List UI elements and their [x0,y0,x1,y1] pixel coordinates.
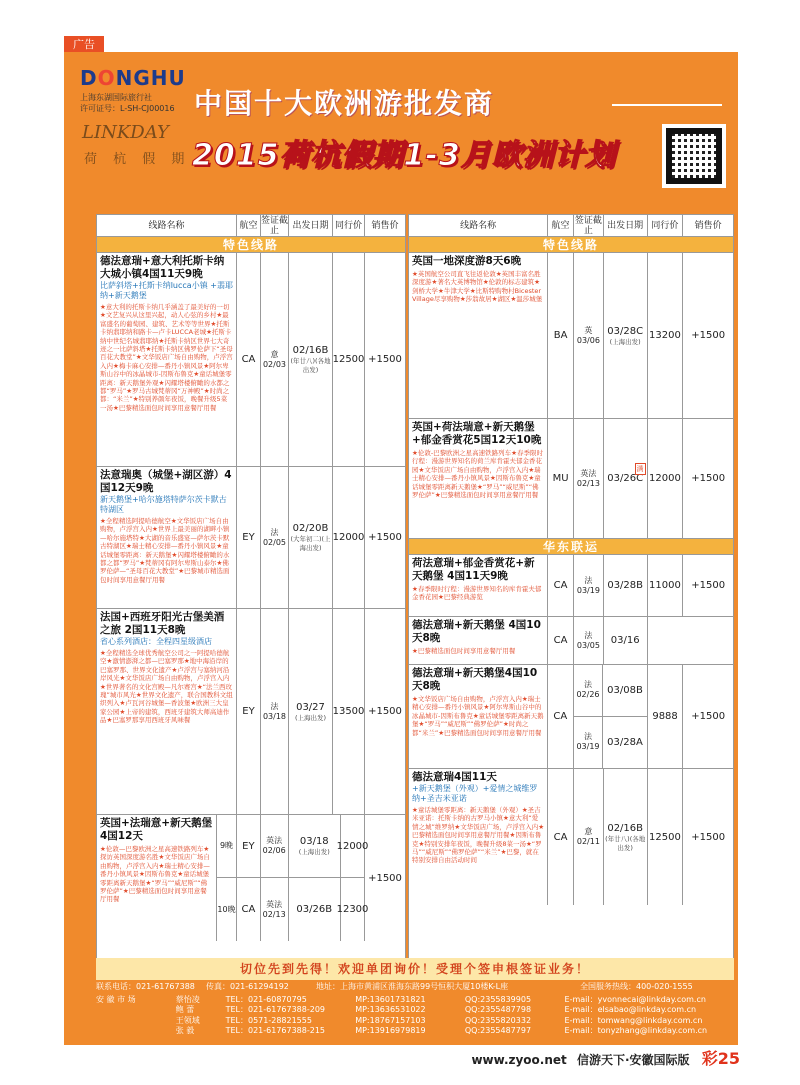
band-special: 特色线路 [409,237,733,253]
table-row[interactable]: 英国一地深度游8天6晚 ★英国航空公司直飞往返伦敦★英国丰富名胜深度游★著名大英博物馆★伦敦的标志建筑★剑桥大学★牛津大学★比斯特购物村Bicester Village尽享购物★莎翁故居★湖区★温莎城堡 BA 英 03/06 03/28C (上海出发) 13200 +1500 [409,253,733,419]
skyline-illustration [612,90,722,106]
table-header: 线路名称 航空 签证截止 出发日期 同行价 销售价 [97,215,405,237]
table-row[interactable]: 法国+西班牙阳光古堡美酒之旅 2国11天8晚 省心系列酒店：全程四星级酒店 ★全程精选全球优秀航空公司之一阿提哈德航空★激情澎湃之都—巴塞罗那★地中海沿岸的巴塞罗那、世界文化遗产★卢浮宫与塞纳河沿岸风光★文华饭店广场自由购物，卢浮宫入内★世界著名的文化宫殿—凡尔赛宫★“法兰西玫瑰”城市风光★世界文化遗产，联合国教科文组织列入★卢瓦河谷城堡—香波堡★欧洲三大皇家公园★上帝的建筑，西班牙建筑大师高迪作品★巴塞罗那享用西班牙风味餐 EY 法 03/18 03/27 (上海出发) 13500 +1500 [97,609,405,815]
table-row[interactable]: 德法意瑞+新天鹅堡 4国10天8晚 ★巴黎精选面包时间享用意餐厅用餐 CA 法 03/05 03/16 [409,617,733,665]
table-row[interactable]: 德法意瑞+新天鹅堡4国10天8晚 ★文华饭店广场自由购物，卢浮宫入内★瑞士精心安排—番丹小镇风景★阿尔卑斯山谷中的冰晶城市-因斯布鲁克★童话城堡零距离新天鹅堡★“罗马”“威尼斯”“佛罗伦萨”★时尚之都“米兰”★巴黎精选面包时间享用意餐厅用餐 CA 法 02/26 03/08B 法 03/19 03/28A 9888 +1500 [409,665,733,769]
ad-page [64,52,738,1045]
table-row[interactable]: 英国+荷法瑞意+新天鹅堡+郁金香赏花5国12天10晚 ★伦敦-巴黎欧洲之星高速铁路列车★春季限时行程：漫游世界知名的荷兰库肯霍夫郁金香花园★文华饭店广场自由购物，卢浮宫入内★瑞士精心安排—番丹小镇风景★因斯布鲁克★童话城堡零距离新天鹅堡★“罗马”“威尼斯”“佛罗伦萨”★巴黎精选面包时间享用意餐厅用餐 MU 英法 02/13 03/26C 满 12000 +1500 [409,419,733,539]
full-badge: 满 [636,465,644,473]
headline: 中国十大欧洲游批发商 [194,87,495,120]
site-link[interactable]: www.zyoo.net [471,1053,567,1067]
linkday-cn: 荷 杭 假 期 [84,152,191,167]
table-row[interactable]: 德法意瑞4国11天 +新天鹅堡（外观）+爱情之城维罗纳+圣吉米亚诺 ★童话城堡零距离：新天鹅堡（外观）★圣吉米亚诺：托斯卡纳的古罗马小镇★意大利“爱情之城”维罗纳★文华饭店广场，卢浮宫入内★巴黎精选面包时间享用意餐厅用餐★因斯布鲁克★特别安排年夜饭，晚餐升级8菜一汤★“罗马”“威尼斯”“佛罗伦萨”“米兰”★巴黎，就在特别安排自由活动时间 CA 意 02/11 02/16B (年廿八)(各地出发) 12500 +1500 [409,769,733,905]
table-row[interactable]: 法意瑞奥（城堡+湖区游）4国12天9晚 新天鹅堡+哈尔施塔特萨尔茨卡默古特湖区 ★全程精选阿提哈德航空★文华饭店广场自由购物，卢浮宫入内★世界上最美丽的湖畔小镇—哈尔施塔特★大湖的音乐盛宴—萨尔茨卡默古特湖区★瑞士精心安排—番丹小镇风景★童话城堡零距离：新天鹅堡★闪耀塔楼俯瞰的水都之都“罗马”★梵蒂冈有阿尔卑斯山泰尔★佛罗伦萨—“圣母百花大教堂”★巴黎城市精选面包时间享用意餐厅用餐 EY 法 02/05 02/20B (大年初二)(上海出发) 12000 +1500 [97,467,405,609]
ad-tag: 广告 [64,36,104,54]
right-route-table [408,214,734,962]
subheadline: 2015荷杭假期1-3月欧洲计划 [192,138,616,173]
donghu-logo: DONGHU [80,66,186,90]
linkday-logo: LINKDAY [82,122,169,143]
donghu-info: 上海东湖国际旅行社 许可证号：L-SH-CJ00016 [80,93,175,113]
contact-row[interactable]: 王领域 TEL：0571-28821555 MP:18767157103 QQ:2355820332 E-mail：tomwang@linkday.com.cn [175,1015,703,1025]
band-east: 华东联运 [409,539,733,555]
table-row[interactable]: 英国+法瑞意+新天鹅堡 4国12天 ★伦敦—巴黎欧洲之星高速铁路列车★探访英国深度游名胜★文华饭店广场自由购物，卢浮宫入内★瑞士精心安排—番丹小镇风景★因斯布鲁克★童话城堡零距离新天鹅堡★“罗马”“威尼斯”“佛罗伦萨”★巴黎精选面包时间享用意餐厅用餐 9晚 10晚 EY 英法 02/06 03/18 (上海出发) CA 英法 02/13 03/26B 12000 12300 +1500 [97,815,405,941]
contact-row[interactable]: 鲍 蕾 TEL：021-61767388-209 MP:13636531022 QQ:2355487798 E-mail：elsabao@linkday.com.cn [175,1005,697,1014]
page-footer: www.zyoo.net 信游天下·安徽国际版 彩25 [471,1049,740,1068]
footer-banner: 切位先到先得！欢迎单团询价！受理个签申根签证业务！ [96,958,734,980]
left-route-table [96,214,406,962]
contact-row[interactable]: 张 毅 TEL：021-61767388-215 MP:13916979819 QQ:2355487797 E-mail：tonyzhang@linkday.com.cn [175,1026,708,1035]
footer-contacts: 联系电话：021-61767388 传真：021-61294192 地址：上海市黄浦区淮海东路99号恒积大厦10楼K-L座 全国服务热线：400-020-1555 安 徽 市 场 蔡怡凌 TEL：021-60870795 MP:13601731821 QQ:2355839905 E-mail：yvonnecai@linkday.com.cn 鲍 蕾 TEL：021-61767388-209 MP:13636531022 QQ:2355487798 E-mail：elsabao@linkday.com.cn 王领域 TEL：0571-28821555 MP:18767157103 QQ:2355820332 E-mail：tomwang@linkday.com.cn 张 毅 TEL：021-61767388-215 MP:13916979819 QQ:2355487797 E-mail：tonyzhang@linkday.com.cn [96,982,734,1037]
table-row[interactable]: 德法意瑞+意大利托斯卡纳大城小镇4国11天9晚 比萨斜塔+托斯卡纳lucca小镇 +翡耶纳+新天鹅堡 ★意大利的托斯卡纳几乎涵盖了最美好的一切★文艺复兴从这里兴起，动人心弦的乡村★最富盛名的葡萄园、建筑、艺术等等世界★托斯卡纳翡耶纳和路卡—卢卡LUCCA老城★托斯卡纳中世纪名城翡耶纳★托斯卡纳区世界七大奇迹之一比萨斜塔★托斯卡纳区佛罗伦萨下“圣母百花大教堂”★文华饭店广场自由购物，卢浮宫入内★梅卡麻心安排—番丹小镇风景★阿尔卑斯山谷中的冰晶城市-因斯布鲁克★童话城堡零距离：新天鹅堡外观★闪耀塔楼俯瞰的水都之都“罗马”★罗马古城梵蒂冈“万神殿”★时尚之都：“米兰”★特别养颜年夜饭，晚餐升级5菜一汤★巴黎精选面包时间享用意餐厅用餐 CA 意 02/03 02/16B (年廿八)(各地出发) 12500 +1500 [97,253,405,467]
qr-code[interactable] [662,124,726,188]
table-header: 线路名称 航空 签证截止 出发日期 同行价 销售价 [409,215,733,237]
contact-row[interactable]: 安 徽 市 场 蔡怡凌 TEL：021-60870795 MP:13601731821 QQ:2355839905 E-mail：yvonnecai@linkday.com.cn [96,994,706,1004]
table-row[interactable]: 荷法意瑞+郁金香赏花+新天鹅堡 4国11天9晚 ★春季限时行程：漫游世界知名的库肯霍夫郁金香花园★巴黎经典游览 CA 法 03/19 03/28B 11000 +1500 [409,555,733,617]
band-special: 特色线路 [97,237,405,253]
page-number: 彩25 [701,1049,740,1068]
